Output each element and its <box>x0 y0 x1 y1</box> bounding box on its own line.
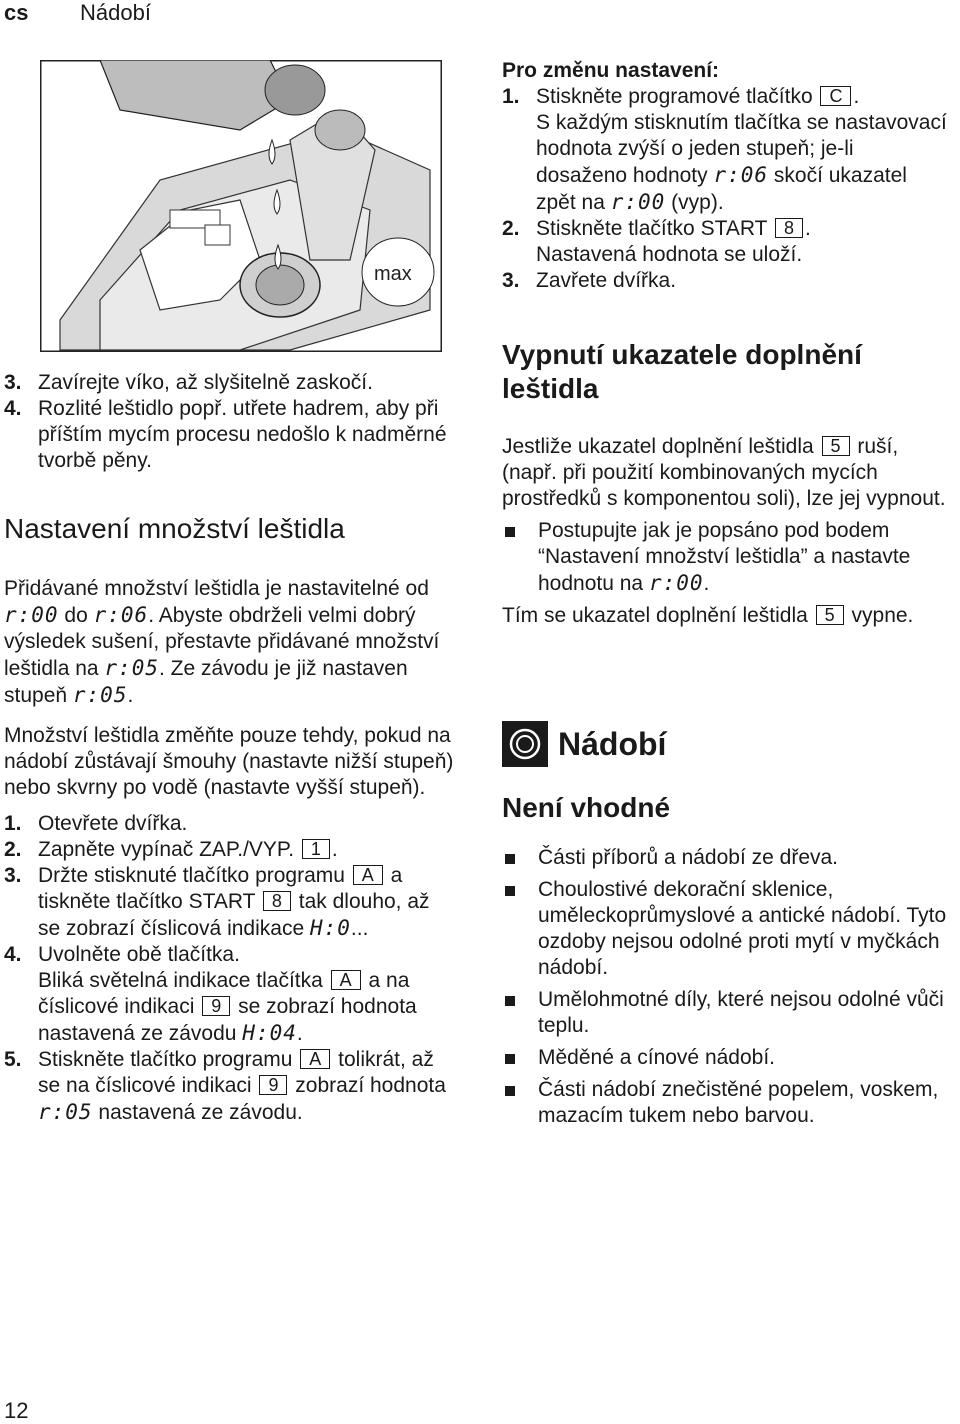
rinse-aid-paragraph: Přidávané množství leštidla je nastavitelné od r:00 do r:06. Abyste obdrželi velmi dobrý výsledek sušení, přestavte přidávané množství leštidla na r:05. Ze závodu je již nastaven stupeň r:05. <box>4 577 440 707</box>
change-settings-heading: Pro změnu nastavení: <box>502 59 720 82</box>
list-item: Části nádobí znečistěné popelem, voskem, mazacím tukem nebo barvou. <box>502 1077 948 1129</box>
indicator-off-paragraph: Tím se ukazatel doplnění leštidla 5 vypne. <box>502 604 914 627</box>
left-column <box>4 370 454 1126</box>
key-8: 8 <box>775 218 803 238</box>
key-9: 9 <box>202 996 230 1016</box>
list-item: Choulostivé dekorační sklenice, uměleckoprůmyslové a antické nádobí. Tyto ozdoby nejsou odolné proti mytí v myčkách nádobí. <box>502 877 948 981</box>
rinse-aid-illustration <box>40 60 442 352</box>
list-item: Měděné a cínové nádobí. <box>502 1045 948 1071</box>
key-5: 5 <box>816 605 844 625</box>
key-5: 5 <box>822 436 850 456</box>
step-5: 5. Stiskněte tlačítko programu A tolikrát, až se na číslicové indikaci 9 zobrazí hodnota r:05 nastavená ze závodu. <box>4 1048 446 1124</box>
dishes-icon <box>502 721 548 767</box>
unsuitable-list <box>502 845 948 1129</box>
step-4: 4. Rozlité leštidlo popř. utřete hadrem, aby při příštím mycím procesu nedošlo k nadměrné tvorbě pěny. <box>4 397 447 472</box>
page-header-title: Nádobí <box>80 0 151 25</box>
dishes-section-title <box>502 721 948 767</box>
step-4b: 4. Uvolněte obě tlačítka. <box>4 943 240 966</box>
change-step-1-detail: S každým stisknutím tlačítka se nastavovací hodnota zvýší o jeden stupeň; je-li dosaženo hodnoty r:06 skočí ukazatel zpět na r:00 (vyp). <box>536 111 947 214</box>
section-heading-rinse-aid: Nastavení množství leštidla <box>4 513 345 544</box>
page-number: 12 <box>4 1398 29 1423</box>
step-1: 1. Otevřete dvířka. <box>4 812 188 835</box>
language-code: cs <box>4 0 29 25</box>
list-item: Umělohmotné díly, které nejsou odolné vůči teplu. <box>502 987 948 1039</box>
change-paragraph: Množství leštidla změňte pouze tehdy, pokud na nádobí zůstávají šmouhy (nastavte nižší stupeň) nebo skvrny po vodě (nastavte vyšší stupeň). <box>4 724 454 799</box>
dispenser-drawing <box>40 60 442 352</box>
step-3b: 3. Držte stisknuté tlačítko programu A a tiskněte tlačítko START 8 tak dlouho, až se zobrazí číslicová indikace H:0... <box>4 864 430 940</box>
step-2: 2. Zapněte vypínač ZAP./VYP. 1 . <box>4 838 338 861</box>
change-step-2: 2. Stiskněte tlačítko START 8 . <box>502 217 811 240</box>
key-A: A <box>353 865 383 885</box>
max-label: max <box>374 263 412 285</box>
key-C: C <box>820 86 851 106</box>
change-step-2-detail: Nastavená hodnota se uloží. <box>536 243 803 266</box>
section-heading-indicator-off: Vypnutí ukazatele doplnění leštidla <box>502 339 862 404</box>
change-step-1: 1. Stiskněte programové tlačítko C . <box>502 85 860 108</box>
key-A: A <box>300 1049 330 1069</box>
key-9: 9 <box>259 1075 287 1095</box>
change-step-3: 3. Zavřete dvířka. <box>502 269 677 292</box>
right-column <box>502 58 948 1129</box>
bullet-procedure: Postupujte jak je popsáno pod bodem “Nastavení množství leštidla” a nastavte hodnotu na r:00. <box>502 518 948 597</box>
key-A: A <box>331 970 361 990</box>
section-title-dishes: Nádobí <box>558 726 667 762</box>
key-1: 1 <box>302 839 330 859</box>
step-3: 3. Zavírejte víko, až slyšitelně zaskočí. <box>4 371 373 394</box>
list-item: Části příborů a nádobí ze dřeva. <box>502 845 948 871</box>
not-suitable-heading: Není vhodné <box>502 792 671 823</box>
indicator-paragraph: Jestliže ukazatel doplnění leštidla 5 ruší, (např. při použití kombinovaných mycích prostředků s komponentou soli), lze jej vypnout. <box>502 435 946 510</box>
key-8: 8 <box>263 891 291 911</box>
step-4b-detail: Bliká světelná indikace tlačítka A a na číslicové indikaci 9 se zobrazí hodnota nastavená ze závodu H:04. <box>38 969 417 1045</box>
